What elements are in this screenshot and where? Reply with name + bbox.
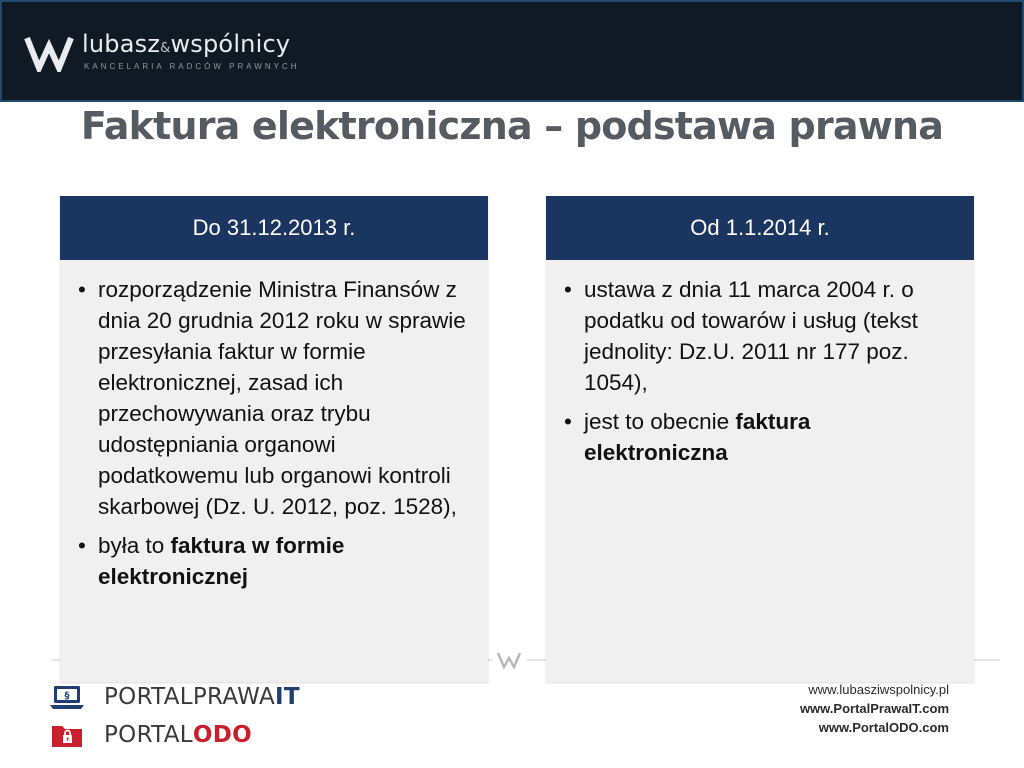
link-lubasz[interactable]: www.lubasziwspolnicy.pl xyxy=(808,682,949,697)
folder-lock-icon xyxy=(50,721,84,749)
column-body-left xyxy=(60,260,488,592)
list-item: • ustawa z dnia 11 marca 2004 r. o podatku od towarów i usług (tekst jednolity: Dz.U. 2011 nr 177 poz. 1054), xyxy=(562,274,954,398)
laptop-paragraph-icon xyxy=(50,683,84,711)
brand-subtitle: KANCELARIA RADCÓW PRAWNYCH xyxy=(84,62,300,71)
list-item: • rozporządzenie Ministra Finansów z dnia 20 grudnia 2012 roku w sprawie przesyłania faktur w formie elektronicznej, zasad ich przechowywania oraz trybu udostępniania organowi podatkowemu lub organowi kontroli skarbowej (Dz. U. 2012, poz. 1528), xyxy=(76,274,468,522)
footer-links xyxy=(800,680,949,737)
link-portal-prawa-it[interactable]: www.PortalPrawaIT.com xyxy=(799,701,949,716)
logo-w-icon xyxy=(24,32,74,72)
column-before-2014 xyxy=(60,196,488,682)
link-portal-odo[interactable]: www.PortalODO.com xyxy=(818,720,949,735)
header-bar xyxy=(0,0,1024,102)
portal-odo-logo[interactable] xyxy=(50,719,252,751)
list-item: • jest to obecnie faktura elektroniczna xyxy=(562,406,954,468)
column-from-2014 xyxy=(546,196,974,682)
portal-it-wordmark: PORTALPRAWAIT xyxy=(104,684,300,710)
portal-odo-wordmark: PORTALODO xyxy=(104,722,253,748)
list-item: • była to faktura w formie elektronicznej xyxy=(76,530,468,592)
svg-text:§: § xyxy=(64,690,70,702)
portal-prawa-it-logo[interactable] xyxy=(50,681,300,713)
column-header-left: Do 31.12.2013 r. xyxy=(60,196,488,260)
column-header-right: Od 1.1.2014 r. xyxy=(546,196,974,260)
divider-logo-icon xyxy=(496,650,522,670)
page-title: Faktura elektroniczna – podstawa prawna xyxy=(80,104,944,148)
column-body-right xyxy=(546,260,974,468)
brand-name: lubasz&wspólnicy xyxy=(82,30,291,58)
